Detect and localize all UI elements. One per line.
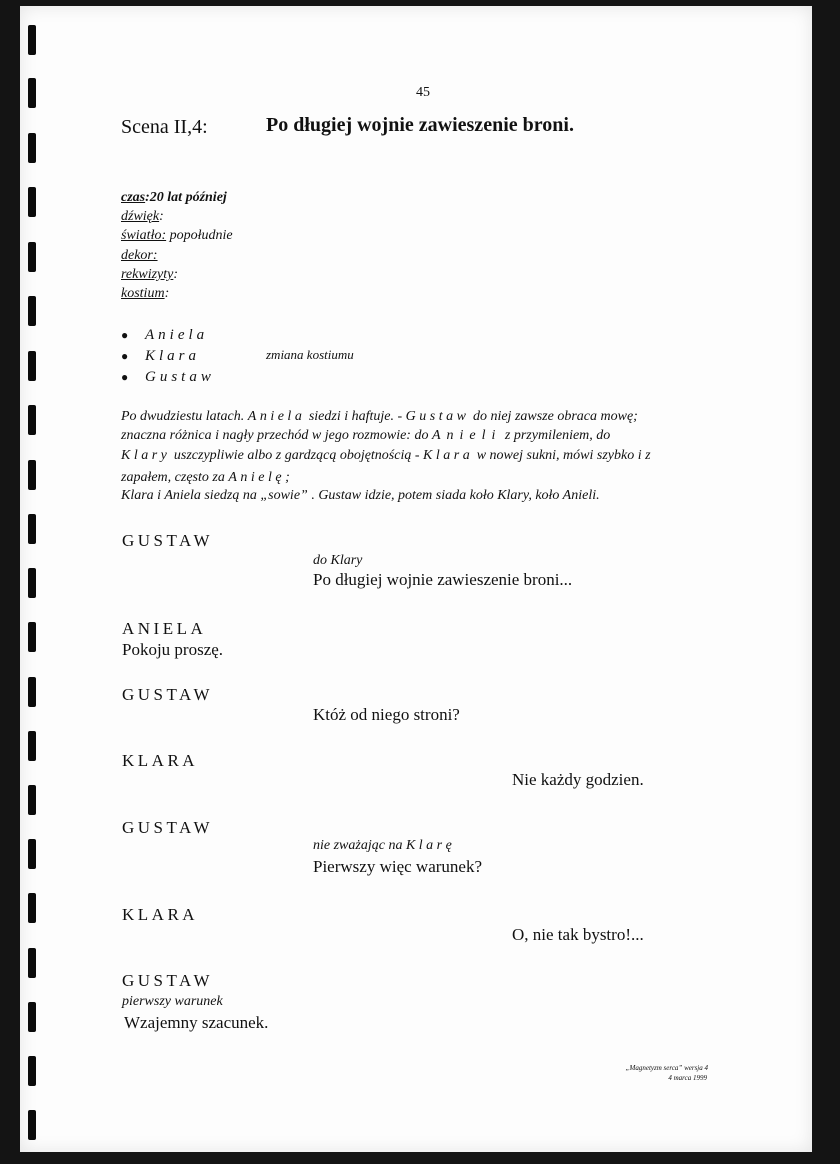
- stage-character: Gustaw: [405, 409, 470, 424]
- binding-hole: [28, 514, 36, 544]
- stage-direction-line: [121, 488, 741, 504]
- stage-character: Klara: [423, 448, 474, 463]
- cast-name: Klara: [145, 348, 201, 364]
- stage-character: Aniela: [247, 409, 306, 424]
- meta-key: dekor:: [121, 248, 158, 263]
- speaker-name: GUSTAW: [122, 531, 213, 550]
- cast-list: [121, 325, 215, 388]
- meta-value: popołudnie: [166, 228, 233, 243]
- binding-hole: [28, 948, 36, 978]
- scene-label: Scena II,4:: [121, 116, 208, 138]
- binding-hole: [28, 677, 36, 707]
- cast-name: Gustaw: [145, 369, 215, 385]
- binding-hole: [28, 622, 36, 652]
- meta-sep: :: [145, 190, 150, 205]
- binding-hole: [28, 296, 36, 326]
- binding-hole: [28, 1002, 36, 1032]
- stage-text: siedzi i haftuje. -: [305, 409, 406, 424]
- meta-key: światło:: [121, 228, 167, 243]
- binding-hole: [28, 405, 36, 435]
- cast-item: [121, 367, 215, 388]
- meta-rekwizyty: [121, 267, 178, 283]
- stage-text: nie zważając na: [313, 838, 406, 853]
- meta-czas: [121, 190, 227, 206]
- meta-key: dźwięk: [121, 209, 160, 224]
- dialogue-line: Nie każdy godzien.: [512, 770, 644, 789]
- bullet-icon: ●: [121, 349, 129, 363]
- stage-direction: pierwszy warunek: [122, 994, 223, 1009]
- binding-hole: [28, 1110, 36, 1140]
- meta-key: kostium: [121, 286, 165, 301]
- dialogue-line: O, nie tak bystro!...: [512, 925, 644, 944]
- binding-hole: [28, 187, 36, 217]
- cast-note: zmiana kostiumu: [266, 347, 354, 362]
- stage-text: Klara i Aniela siedzą na „sowie” . Gustaw idzie, potem siada koło Klary, koło Anieli.: [121, 488, 600, 503]
- binding-hole: [28, 78, 36, 108]
- meta-kostium: [121, 286, 169, 302]
- dialogue-line: Pokoju proszę.: [122, 640, 224, 659]
- meta-value: 20 lat później: [149, 190, 227, 205]
- stage-direction-line: [121, 448, 741, 464]
- meta-sep: :: [159, 209, 164, 224]
- stage-direction: [313, 838, 455, 854]
- binding-holes: [0, 0, 42, 1164]
- dialogue-line: Wzajemny szacunek.: [124, 1013, 269, 1032]
- binding-hole: [28, 460, 36, 490]
- dialogue-line: Któż od niego stroni?: [313, 705, 460, 724]
- meta-swiatlo: [121, 228, 233, 244]
- speaker-name: ANIELA: [122, 619, 207, 638]
- binding-hole: [28, 839, 36, 869]
- stage-text: znaczna różnica i nagły przechód w jego rozmowie: do: [121, 428, 432, 443]
- stage-text: do niej zawsze obraca mowę;: [469, 409, 638, 424]
- stage-character: Klary: [121, 448, 171, 463]
- dialogue-line: Po długiej wojnie zawieszenie broni...: [313, 570, 573, 589]
- page-number: 45: [416, 85, 430, 100]
- stage-text: w nowej sukni, mówi szybko i z: [473, 448, 651, 463]
- cast-item: [121, 346, 215, 367]
- stage-direction-line: [121, 428, 741, 444]
- binding-hole: [28, 351, 36, 381]
- stage-character: Anielę: [228, 470, 286, 485]
- binding-hole: [28, 893, 36, 923]
- speaker-name: GUSTAW: [122, 685, 213, 704]
- bullet-icon: ●: [121, 370, 129, 384]
- footer-version: „Magnetyzm serca” wersja 4: [625, 1064, 708, 1072]
- binding-hole: [28, 785, 36, 815]
- speaker-name: GUSTAW: [122, 818, 213, 837]
- binding-hole: [28, 731, 36, 761]
- stage-direction-line: [121, 409, 741, 425]
- binding-hole: [28, 133, 36, 163]
- stage-text: zapałem, często za: [121, 470, 229, 485]
- speaker-name: KLARA: [122, 751, 199, 770]
- dialogue-line: Pierwszy więc warunek?: [313, 857, 482, 876]
- binding-hole: [28, 25, 36, 55]
- cast-item: [121, 325, 215, 346]
- cast-name: Aniela: [145, 327, 209, 343]
- bullet-icon: ●: [121, 328, 129, 342]
- stage-character: Klarę: [405, 838, 456, 853]
- stage-direction-line: [121, 470, 741, 486]
- meta-key: rekwizyty: [121, 267, 174, 282]
- binding-hole: [28, 568, 36, 598]
- binding-hole: [28, 1056, 36, 1086]
- meta-sep: :: [173, 267, 179, 282]
- speaker-name: KLARA: [122, 905, 199, 924]
- scene-title: Po długiej wojnie zawieszenie broni.: [266, 114, 574, 136]
- stage-character: Anieli: [431, 428, 502, 443]
- speaker-name: GUSTAW: [122, 971, 213, 990]
- meta-sep: :: [164, 286, 170, 301]
- stage-text: Po dwudziestu latach.: [121, 409, 248, 424]
- binding-hole: [28, 242, 36, 272]
- meta-dzwiek: [121, 209, 164, 225]
- stage-direction: do Klary: [313, 553, 363, 568]
- stage-text: uszczypliwie albo z gardzącą obojętnością -: [170, 448, 424, 463]
- stage-text: ;: [285, 470, 290, 485]
- footer-date: 4 marca 1999: [668, 1074, 707, 1082]
- stage-text: z przymileniem, do: [501, 428, 611, 443]
- meta-key: czas: [121, 190, 146, 205]
- meta-dekor: [121, 248, 158, 264]
